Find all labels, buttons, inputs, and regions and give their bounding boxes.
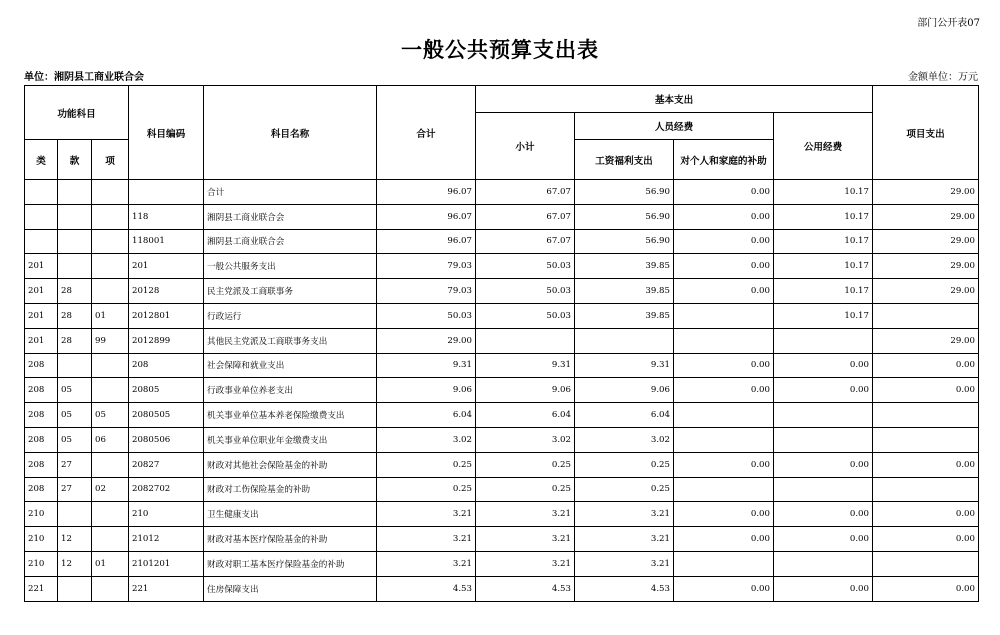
cell-xiang: [92, 180, 129, 205]
cell-xiang: 06: [92, 427, 129, 452]
cell-wage: [575, 328, 674, 353]
cell-subtotal: 0.25: [476, 477, 575, 502]
cell-lei: 221: [25, 576, 58, 601]
cell-total: 29.00: [377, 328, 476, 353]
header-lei: 类: [25, 140, 58, 180]
cell-individual: [674, 303, 774, 328]
header-wage: 工资福利支出: [575, 140, 674, 180]
cell-public: [774, 427, 873, 452]
table-row: [25, 204, 979, 229]
cell-individual: 0.00: [674, 378, 774, 403]
cell-total: 3.21: [377, 527, 476, 552]
header-total: 合计: [377, 86, 476, 180]
cell-subtotal: 67.07: [476, 180, 575, 205]
cell-individual: [674, 328, 774, 353]
cell-lei: 208: [25, 452, 58, 477]
cell-lei: 201: [25, 279, 58, 304]
cell-wage: 3.02: [575, 427, 674, 452]
table-row: [25, 303, 979, 328]
cell-kuan: 12: [58, 527, 92, 552]
cell-public: 0.00: [774, 502, 873, 527]
table-row: [25, 527, 979, 552]
cell-lei: [25, 180, 58, 205]
cell-xiang: 01: [92, 303, 129, 328]
cell-xiang: [92, 229, 129, 254]
cell-individual: 0.00: [674, 353, 774, 378]
cell-project: 0.00: [873, 527, 979, 552]
cell-code: 2082702: [129, 477, 204, 502]
cell-code: 118001: [129, 229, 204, 254]
cell-kuan: [58, 254, 92, 279]
cell-xiang: [92, 353, 129, 378]
cell-total: 96.07: [377, 180, 476, 205]
cell-xiang: [92, 204, 129, 229]
cell-individual: 0.00: [674, 204, 774, 229]
cell-public: 0.00: [774, 576, 873, 601]
header-public: 公用经费: [774, 113, 873, 180]
cell-xiang: [92, 576, 129, 601]
cell-project: 29.00: [873, 328, 979, 353]
table-row: [25, 353, 979, 378]
cell-total: 50.03: [377, 303, 476, 328]
form-number: 部门公开表07: [917, 18, 980, 29]
cell-xiang: 99: [92, 328, 129, 353]
cell-name: 卫生健康支出: [204, 502, 377, 527]
cell-individual: [674, 551, 774, 576]
cell-total: 3.02: [377, 427, 476, 452]
cell-code: [129, 180, 204, 205]
cell-public: 10.17: [774, 204, 873, 229]
cell-total: 96.07: [377, 229, 476, 254]
cell-subtotal: 9.06: [476, 378, 575, 403]
cell-total: 9.06: [377, 378, 476, 403]
cell-xiang: 02: [92, 477, 129, 502]
cell-kuan: 27: [58, 477, 92, 502]
cell-wage: 9.31: [575, 353, 674, 378]
cell-public: 0.00: [774, 452, 873, 477]
cell-xiang: 05: [92, 403, 129, 428]
cell-public: 0.00: [774, 353, 873, 378]
header-basic: 基本支出: [476, 86, 873, 113]
cell-lei: 208: [25, 477, 58, 502]
cell-xiang: [92, 452, 129, 477]
table-row: [25, 279, 979, 304]
table-row: [25, 477, 979, 502]
cell-wage: 0.25: [575, 477, 674, 502]
cell-code: 2012801: [129, 303, 204, 328]
cell-project: [873, 427, 979, 452]
cell-wage: 3.21: [575, 551, 674, 576]
cell-individual: 0.00: [674, 254, 774, 279]
table-row: [25, 378, 979, 403]
header-code: 科目编码: [129, 86, 204, 180]
cell-project: 0.00: [873, 452, 979, 477]
cell-code: 2012899: [129, 328, 204, 353]
cell-lei: 201: [25, 254, 58, 279]
cell-individual: [674, 403, 774, 428]
cell-kuan: 05: [58, 378, 92, 403]
table-row: [25, 576, 979, 601]
cell-subtotal: 50.03: [476, 254, 575, 279]
cell-kuan: 05: [58, 403, 92, 428]
cell-subtotal: 3.21: [476, 502, 575, 527]
cell-lei: 208: [25, 403, 58, 428]
cell-xiang: [92, 502, 129, 527]
cell-subtotal: 4.53: [476, 576, 575, 601]
cell-wage: 56.90: [575, 204, 674, 229]
cell-subtotal: 67.07: [476, 229, 575, 254]
cell-total: 0.25: [377, 477, 476, 502]
cell-kuan: 12: [58, 551, 92, 576]
cell-project: [873, 477, 979, 502]
cell-code: 210: [129, 502, 204, 527]
cell-kuan: 28: [58, 303, 92, 328]
cell-code: 208: [129, 353, 204, 378]
table-row: [25, 229, 979, 254]
cell-wage: 39.85: [575, 303, 674, 328]
cell-public: 10.17: [774, 279, 873, 304]
cell-individual: 0.00: [674, 229, 774, 254]
cell-wage: 3.21: [575, 502, 674, 527]
cell-wage: 0.25: [575, 452, 674, 477]
cell-name: 社会保障和就业支出: [204, 353, 377, 378]
cell-code: 2101201: [129, 551, 204, 576]
cell-code: 20827: [129, 452, 204, 477]
cell-lei: 210: [25, 502, 58, 527]
cell-wage: 56.90: [575, 180, 674, 205]
header-project: 项目支出: [873, 86, 979, 180]
cell-code: 20805: [129, 378, 204, 403]
cell-name: 机关事业单位基本养老保险缴费支出: [204, 403, 377, 428]
cell-public: 10.17: [774, 229, 873, 254]
cell-name: 住房保障支出: [204, 576, 377, 601]
cell-total: 4.53: [377, 576, 476, 601]
cell-kuan: [58, 576, 92, 601]
cell-total: 0.25: [377, 452, 476, 477]
table-row: [25, 328, 979, 353]
cell-code: 118: [129, 204, 204, 229]
cell-kuan: [58, 180, 92, 205]
cell-public: [774, 551, 873, 576]
cell-individual: 0.00: [674, 576, 774, 601]
cell-project: 0.00: [873, 353, 979, 378]
cell-name: 财政对基本医疗保险基金的补助: [204, 527, 377, 552]
cell-total: 6.04: [377, 403, 476, 428]
cell-code: 221: [129, 576, 204, 601]
cell-kuan: [58, 353, 92, 378]
header-personnel: 人员经费: [575, 113, 774, 140]
cell-wage: 9.06: [575, 378, 674, 403]
page-title: 一般公共预算支出表: [401, 37, 599, 62]
cell-public: 0.00: [774, 527, 873, 552]
table-row: [25, 452, 979, 477]
cell-wage: 39.85: [575, 254, 674, 279]
cell-project: [873, 303, 979, 328]
header-kuan: 款: [58, 140, 92, 180]
cell-subtotal: 67.07: [476, 204, 575, 229]
cell-lei: 208: [25, 427, 58, 452]
cell-lei: 210: [25, 527, 58, 552]
cell-xiang: [92, 378, 129, 403]
cell-subtotal: 0.25: [476, 452, 575, 477]
cell-name: 湘阴县工商业联合会: [204, 229, 377, 254]
table-row: [25, 180, 979, 205]
table-row: [25, 427, 979, 452]
cell-code: 201: [129, 254, 204, 279]
cell-project: [873, 551, 979, 576]
cell-xiang: 01: [92, 551, 129, 576]
header-subtotal: 小计: [476, 113, 575, 180]
cell-lei: 208: [25, 378, 58, 403]
cell-individual: 0.00: [674, 527, 774, 552]
cell-wage: 39.85: [575, 279, 674, 304]
cell-name: 财政对工伤保险基金的补助: [204, 477, 377, 502]
cell-kuan: [58, 229, 92, 254]
cell-individual: [674, 477, 774, 502]
cell-project: 29.00: [873, 229, 979, 254]
cell-project: 29.00: [873, 254, 979, 279]
cell-kuan: 27: [58, 452, 92, 477]
cell-project: 0.00: [873, 378, 979, 403]
cell-name: 湘阴县工商业联合会: [204, 204, 377, 229]
cell-public: 10.17: [774, 180, 873, 205]
cell-public: 10.17: [774, 254, 873, 279]
table-row: [25, 254, 979, 279]
cell-wage: 3.21: [575, 527, 674, 552]
cell-kuan: 28: [58, 279, 92, 304]
cell-individual: 0.00: [674, 279, 774, 304]
cell-wage: 56.90: [575, 229, 674, 254]
cell-lei: 201: [25, 303, 58, 328]
table-row: [25, 502, 979, 527]
table-row: [25, 403, 979, 428]
cell-individual: [674, 427, 774, 452]
cell-name: 行政事业单位养老支出: [204, 378, 377, 403]
cell-name: 财政对职工基本医疗保险基金的补助: [204, 551, 377, 576]
header-individual: 对个人和家庭的补助: [674, 140, 774, 180]
cell-total: 79.03: [377, 254, 476, 279]
cell-subtotal: 3.21: [476, 527, 575, 552]
header-xiang: 项: [92, 140, 129, 180]
cell-lei: [25, 204, 58, 229]
cell-kuan: 05: [58, 427, 92, 452]
cell-kuan: [58, 502, 92, 527]
cell-wage: 6.04: [575, 403, 674, 428]
budget-table: [24, 85, 979, 602]
cell-project: 29.00: [873, 279, 979, 304]
cell-project: 0.00: [873, 576, 979, 601]
cell-public: [774, 328, 873, 353]
cell-name: 其他民主党派及工商联事务支出: [204, 328, 377, 353]
cell-subtotal: 3.02: [476, 427, 575, 452]
cell-xiang: [92, 254, 129, 279]
cell-code: 20128: [129, 279, 204, 304]
cell-public: 0.00: [774, 378, 873, 403]
cell-name: 机关事业单位职业年金缴费支出: [204, 427, 377, 452]
cell-kuan: 28: [58, 328, 92, 353]
cell-xiang: [92, 279, 129, 304]
currency-unit-label: 金额单位：万元: [908, 72, 978, 83]
cell-name: 一般公共服务支出: [204, 254, 377, 279]
cell-subtotal: [476, 328, 575, 353]
table-row: [25, 551, 979, 576]
cell-subtotal: 50.03: [476, 303, 575, 328]
cell-code: 21012: [129, 527, 204, 552]
cell-individual: 0.00: [674, 502, 774, 527]
cell-project: 29.00: [873, 180, 979, 205]
cell-public: [774, 403, 873, 428]
cell-subtotal: 6.04: [476, 403, 575, 428]
cell-project: 29.00: [873, 204, 979, 229]
cell-public: [774, 477, 873, 502]
cell-subtotal: 3.21: [476, 551, 575, 576]
cell-total: 3.21: [377, 551, 476, 576]
cell-name: 财政对其他社会保险基金的补助: [204, 452, 377, 477]
cell-total: 79.03: [377, 279, 476, 304]
cell-total: 3.21: [377, 502, 476, 527]
cell-total: 96.07: [377, 204, 476, 229]
cell-name: 合计: [204, 180, 377, 205]
header-name: 科目名称: [204, 86, 377, 180]
cell-individual: 0.00: [674, 452, 774, 477]
cell-individual: 0.00: [674, 180, 774, 205]
cell-lei: 201: [25, 328, 58, 353]
cell-name: 行政运行: [204, 303, 377, 328]
cell-lei: [25, 229, 58, 254]
cell-name: 民主党派及工商联事务: [204, 279, 377, 304]
unit-label: 单位：湘阴县工商业联合会: [24, 72, 144, 83]
cell-project: [873, 403, 979, 428]
cell-wage: 4.53: [575, 576, 674, 601]
cell-subtotal: 9.31: [476, 353, 575, 378]
cell-project: 0.00: [873, 502, 979, 527]
cell-lei: 210: [25, 551, 58, 576]
cell-subtotal: 50.03: [476, 279, 575, 304]
cell-kuan: [58, 204, 92, 229]
cell-code: 2080506: [129, 427, 204, 452]
cell-lei: 208: [25, 353, 58, 378]
cell-total: 9.31: [377, 353, 476, 378]
cell-xiang: [92, 527, 129, 552]
header-func: 功能科目: [25, 86, 129, 140]
cell-public: 10.17: [774, 303, 873, 328]
cell-code: 2080505: [129, 403, 204, 428]
